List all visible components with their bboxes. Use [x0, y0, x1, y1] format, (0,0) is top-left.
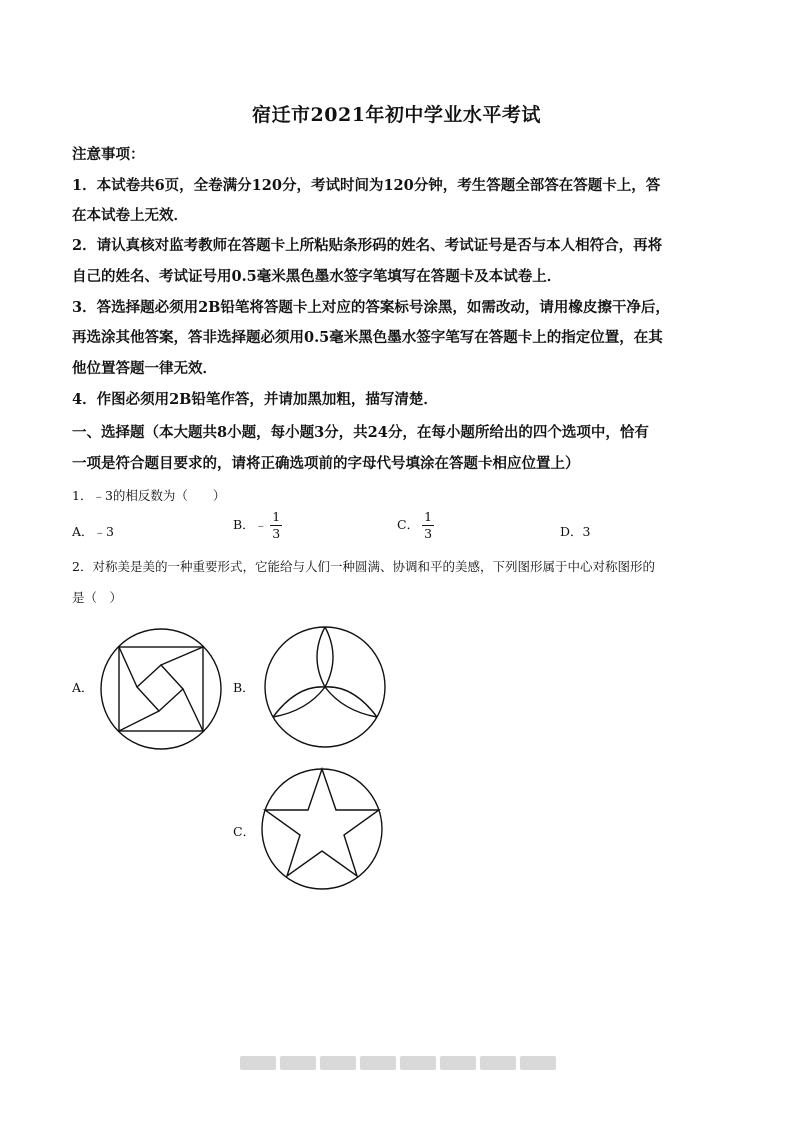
notice-line: 1．本试卷共6页，全卷满分120分，考试时间为120分钟，考生答题全部答在答题卡上，答 [72, 177, 661, 194]
notice-line: 2．请认真核对监考教师在答题卡上所粘贴条形码的姓名、考试证号是否与本人相符合，再将 [72, 237, 663, 254]
section-heading: 一、选择题（本大题共8小题，每小题3分，共24分，在每小题所给出的四个选项中，恰有 [72, 424, 649, 441]
notice-heading: 注意事项： [72, 146, 145, 163]
notice-line: 3．答选择题必须用2B铅笔将答题卡上对应的答案标号涂黑，如需改动，请用橡皮擦干净后， [72, 299, 670, 316]
q2-option-a-label: A． [72, 680, 94, 695]
question-2-stem: 是（ ） [72, 590, 123, 605]
notice-line: 自己的姓名、考试证号用0.5毫米黑色墨水签字笔填写在答题卡及本试卷上． [72, 268, 562, 285]
q1-option-b [233, 509, 282, 542]
fraction-denominator: 3 [424, 526, 433, 541]
figure-circle-squares [99, 627, 223, 751]
question-1-stem: 1．﹣3的相反数为（ ） [72, 488, 226, 503]
q1-option-a: A．﹣3 [72, 524, 114, 539]
figure-circle-three-arcs [263, 625, 387, 749]
fraction-numerator: 1 [424, 509, 433, 524]
figure-circle-star [260, 767, 384, 891]
q1-option-c [397, 509, 434, 542]
option-label: B．﹣ [233, 517, 268, 532]
q2-option-b-label: B． [233, 680, 255, 695]
q1-option-d: D．3 [560, 524, 591, 539]
fraction [270, 509, 282, 542]
footer-watermark-blurred [240, 1056, 556, 1070]
fraction [422, 509, 434, 542]
question-2-stem: 2．对称美是美的一种重要形式，它能给与人们一种圆满、协调和平的美感，下列图形属于中心对称图形的 [72, 559, 655, 574]
fraction-numerator: 1 [272, 509, 281, 524]
option-label: C． [397, 517, 420, 532]
notice-line: 他位置答题一律无效． [72, 360, 217, 377]
fraction-denominator: 3 [272, 526, 281, 541]
notice-line: 再选涂其他答案，答非选择题必须用0.5毫米黑色墨水签字笔写在答题卡上的指定位置，在其 [72, 329, 663, 346]
notice-line: 4．作图必须用2B铅笔作答，并请加黑加粗，描写清楚． [72, 391, 438, 408]
section-heading: 一项是符合题目要求的，请将正确选项前的字母代号填涂在答题卡相应位置上） [72, 455, 580, 472]
notice-line: 在本试卷上无效． [72, 207, 188, 224]
q2-option-c-label: C． [233, 824, 256, 839]
page-title: 宿迁市2021年初中学业水平考试 [252, 104, 541, 126]
